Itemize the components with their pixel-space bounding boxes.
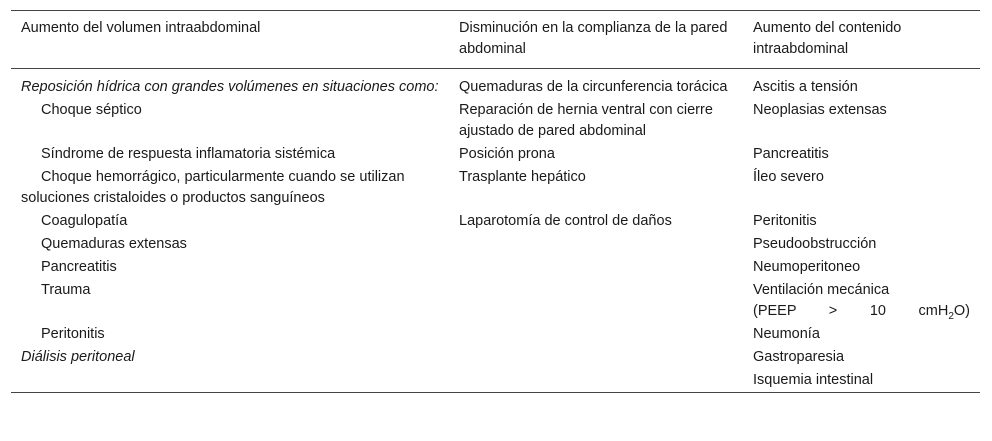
- row-cell-content: Íleo severo: [753, 169, 824, 185]
- row-cell-content: Ascitis a tensión: [753, 79, 858, 95]
- row-cell-volume: Reposición hídrica con grandes volúmenes en situaciones como:: [21, 79, 439, 95]
- row-cell-compliance: [449, 279, 743, 323]
- row-cell-content: Isquemia intestinal: [753, 372, 874, 388]
- row-cell-compliance: Posición prona: [459, 146, 555, 162]
- header-content: Aumento del contenido intraabdominal: [753, 20, 902, 57]
- table-row: [11, 143, 980, 166]
- table-body: [11, 69, 980, 393]
- row-cell-content: [743, 279, 980, 323]
- row-cell-volume: Choque séptico: [41, 102, 142, 118]
- peep-subscript: 2: [948, 310, 954, 322]
- causes-table: [11, 10, 980, 393]
- peep-suffix: O): [953, 303, 970, 319]
- ventilation-label: Ventilación mecánica: [753, 282, 890, 298]
- row-cell-compliance: Trasplante hepático: [459, 169, 586, 185]
- row-cell-volume: Peritonitis: [41, 326, 105, 342]
- row-cell-volume: Quemaduras extensas: [41, 236, 187, 252]
- table-row: [11, 369, 980, 393]
- peep-prefix: (PEEP > 10 cmH: [753, 303, 949, 319]
- header-volume: Aumento del volumen intraabdominal: [21, 20, 261, 36]
- row-cell-compliance: Laparotomía de control de daños: [459, 213, 672, 229]
- table-row: [11, 323, 980, 346]
- row-cell-volume: [11, 369, 449, 393]
- table-row: [11, 210, 980, 233]
- table-row: [11, 166, 980, 210]
- header-compliance: Disminución en la complianza de la pared abdominal: [459, 20, 728, 57]
- row-cell-compliance: Quemaduras de la circunferencia torácica: [459, 79, 728, 95]
- row-cell-volume: Trauma: [41, 282, 91, 298]
- table-row: [11, 279, 980, 323]
- causes-table-container: [11, 10, 980, 393]
- row-cell-content: Neumoperitoneo: [753, 259, 861, 275]
- row-cell-volume: Pancreatitis: [41, 259, 117, 275]
- row-cell-content: Neoplasias extensas: [753, 102, 887, 118]
- table-row: [11, 99, 980, 143]
- row-cell-content: Neumonía: [753, 326, 820, 342]
- row-cell-volume: Diálisis peritoneal: [21, 349, 135, 365]
- row-cell-compliance: Reparación de hernia ventral con cierre ajustado de pared abdominal: [459, 102, 713, 139]
- row-cell-volume: Síndrome de respuesta inflamatoria sistémica: [41, 146, 336, 162]
- peep-threshold: [753, 301, 970, 322]
- row-cell-content: Pseudoobstrucción: [753, 236, 877, 252]
- row-cell-compliance: [449, 323, 743, 346]
- row-cell-volume: Coagulopatía: [41, 213, 128, 229]
- table-row: [11, 233, 980, 256]
- row-cell-compliance: [449, 346, 743, 369]
- row-cell-compliance: [449, 233, 743, 256]
- table-header: [11, 11, 980, 69]
- row-cell-compliance: [449, 369, 743, 393]
- table-row: [11, 256, 980, 279]
- table-row: [11, 346, 980, 369]
- row-cell-content: Gastroparesia: [753, 349, 845, 365]
- row-cell-compliance: [449, 256, 743, 279]
- row-cell-content: Pancreatitis: [753, 146, 829, 162]
- table-row: [11, 69, 980, 100]
- header-row: [11, 11, 980, 69]
- row-cell-volume: Choque hemorrágico, particularmente cuando se utilizan soluciones cristaloides o productos sanguíneos: [21, 169, 405, 206]
- row-cell-content: Peritonitis: [753, 213, 817, 229]
